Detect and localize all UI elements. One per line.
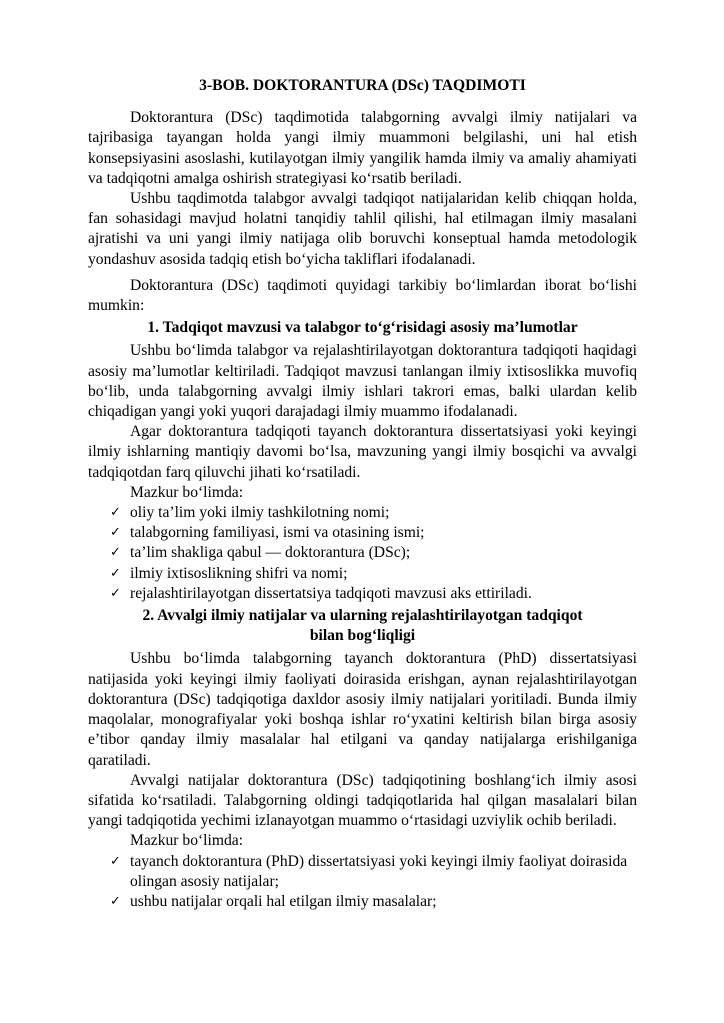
list-item-text: talabgorning familiyasi, ismi va otasining ismi; <box>130 524 425 542</box>
checkmark-icon: ✓ <box>110 565 121 581</box>
section-1-heading: 1. Tadqiqot mavzusi va talabgor to‘g‘risidagi asosiy ma’lumotlar <box>147 319 578 337</box>
section-2-heading-line-1: 2. Avvalgi ilmiy natijalar va ularning rejalashtirilayotgan tadqiqot <box>142 607 583 625</box>
list-item-text: ilmiy ixtisoslikning shifri va nomi; <box>130 564 348 582</box>
list-item <box>88 503 637 523</box>
section-2-paragraph-1: Ushbu bo‘limda talabgorning tayanch doktorantura (PhD) dissertatsiyasi natijasida yoki keyingi ilmiy faoliyati doirasida erishgan, aynan rejalashtirilayotgan doktorantura (DSc) tadqiqotiga daxldor asosiy ilmiy natijalari yoritiladi. Bunda ilmiy maqolalar, monografiyalar yoki boshqa ishlar ro‘yxatini keltirish bilan birga asosiy e’tibor qanday ilmiy masalalar hal etilgani va qanday natijalarga erishilganiga qaratiladi. <box>88 650 637 769</box>
list-item-text: tayanch doktorantura (PhD) dissertatsiyasi yoki keyingi ilmiy faoliyat doirasida olingan asosiy natijalar; <box>130 852 628 890</box>
list-item <box>88 584 637 604</box>
section-1-checklist <box>88 503 637 604</box>
section-2-list-lead: Mazkur bo‘limda: <box>130 832 244 850</box>
checkmark-icon: ✓ <box>110 525 121 541</box>
chapter-title: 3-BOB. DOKTORANTURA (DSc) TAQDIMOTI <box>199 77 526 94</box>
intro-paragraph-2: Ushbu taqdimotda talabgor avvalgi tadqiqot natijalaridan kelib chiqqan holda, fan sohasidagi mavjud holatni tanqidiy tahlil qilishi, hal etilmagan ilmiy masalani ajratishi va uni yangi ilmiy natijaga olib boruvchi konseptual hamda metodologik yondashuv asosida tadqiq etish bo‘yicha takliflari ifodalanadi. <box>88 190 637 268</box>
checkmark-icon: ✓ <box>110 853 121 869</box>
intro-paragraph-3: Doktorantura (DSc) taqdimoti quyidagi tarkibiy bo‘limlardan iborat bo‘lishi mumkin: <box>88 276 637 315</box>
list-item <box>88 564 637 584</box>
section-2-heading <box>88 606 637 646</box>
list-item <box>88 852 637 892</box>
list-item <box>88 543 637 563</box>
section-1-list-lead: Mazkur bo‘limda: <box>130 483 244 501</box>
list-item-text: rejalashtirilayotgan dissertatsiya tadqiqoti mavzusi aks ettiriladi. <box>130 584 532 602</box>
list-item-text: oliy ta’lim yoki ilmiy tashkilotning nomi; <box>130 504 390 522</box>
list-item <box>88 523 637 543</box>
section-2-checklist <box>88 852 637 913</box>
section-2-paragraph-2: Avvalgi natijalar doktorantura (DSc) tadqiqotining boshlang‘ich ilmiy asosi sifatida ko‘rsatiladi. Talabgorning oldingi tadqiqotlarida hal qilgan masalalari bilan yangi tadqiqotida yechimi izlanayotgan muammo o‘rtasidagi uzviylik ochib beriladi. <box>88 771 637 830</box>
checkmark-icon: ✓ <box>110 505 121 521</box>
list-item-text: ushbu natijalar orqali hal etilgan ilmiy masalalar; <box>130 892 437 910</box>
section-1-paragraph-2: Agar doktorantura tadqiqoti tayanch doktorantura dissertatsiyasi yoki keyingi ilmiy ishlarning mantiqiy davomi bo‘lsa, mavzuning yangi ilmiy bosqichi va avvalgi tadqiqotdan farq qiluvchi jihati ko‘rsatiladi. <box>88 423 637 481</box>
checkmark-icon: ✓ <box>110 545 121 561</box>
list-item-text: ta’lim shakliga qabul — doktorantura (DSc); <box>130 544 411 562</box>
section-1-paragraph-1: Ushbu bo‘limda talabgor va rejalashtirilayotgan doktorantura tadqiqoti haqidagi asosiy ma’lumotlar keltiriladi. Tadqiqot mavzusi tanlangan ilmiy ixtisoslikka muvofiq bo‘lib, unda talabgorning avvalgi ilmiy ishlari takrori emas, balki ulardan kelib chiqadigan yangi yoki yuqori darajadagi ilmiy muammo ifodalanadi. <box>88 342 637 421</box>
checkmark-icon: ✓ <box>110 585 121 601</box>
section-2-heading-line-2: bilan bog‘liqligi <box>309 627 416 645</box>
page-content <box>88 76 637 912</box>
list-item <box>88 892 637 912</box>
intro-paragraph-1: Doktorantura (DSc) taqdimotida talabgorning avvalgi ilmiy natijalari va tajribasiga tayangan holda yangi ilmiy muammoni belgilashi, uni hal etish konsepsiyasini asoslashi, kutilayotgan ilmiy yangilik hamda ilmiy va amaliy ahamiyati va tadqiqotni amalga oshirish strategiyasi ko‘rsatib beriladi. <box>88 109 637 187</box>
checkmark-icon: ✓ <box>110 893 121 909</box>
